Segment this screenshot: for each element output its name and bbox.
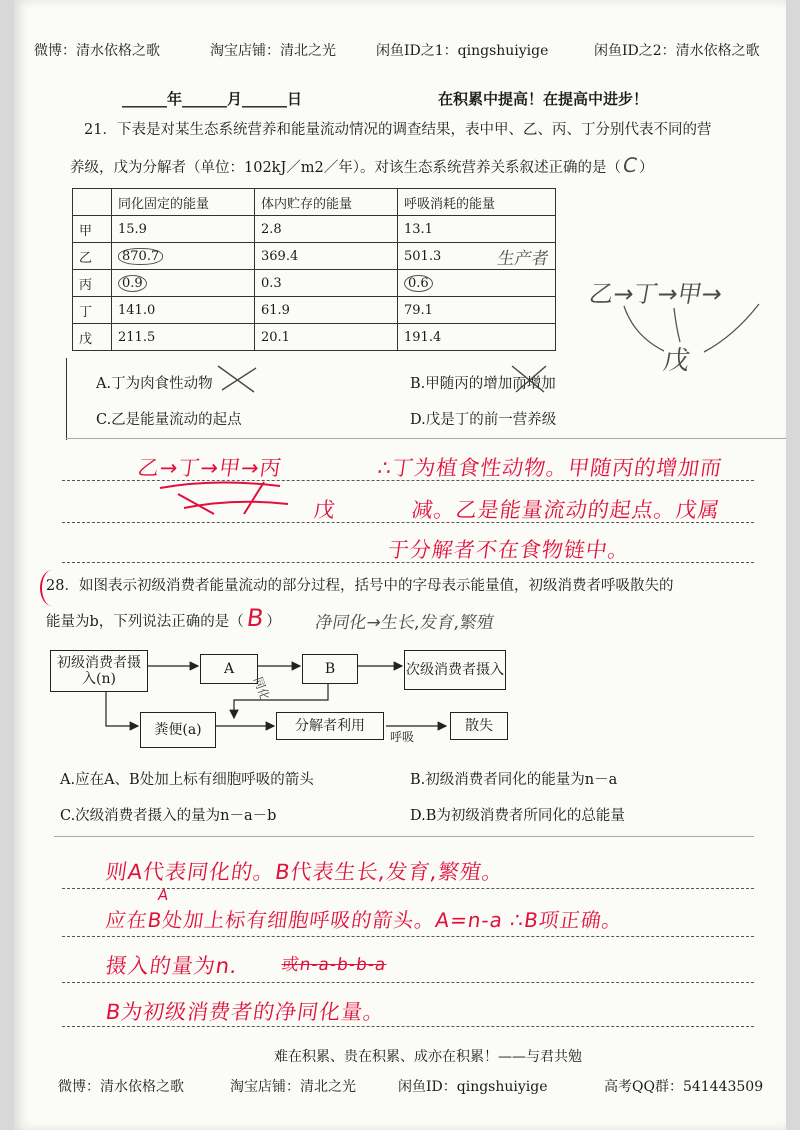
red-scribble bbox=[154, 474, 304, 518]
table-cell: 0.3 bbox=[255, 270, 398, 297]
divider bbox=[66, 438, 786, 439]
table-cell: 丁 bbox=[73, 297, 112, 324]
hand-q28-line3: 摄入的量为n. bbox=[104, 954, 240, 978]
pencil-tonghua: 同化 bbox=[250, 674, 273, 703]
hand-q28-line1: 则A代表同化的。B代表生长,发育,繁殖。 bbox=[104, 860, 506, 884]
table-cell: 20.1 bbox=[255, 324, 398, 351]
table-cell: 501.3 bbox=[398, 243, 556, 270]
q21-option-c: C.乙是能量流动的起点 bbox=[96, 412, 242, 428]
header-xianyu1: 闲鱼ID之1：qingshuiyige bbox=[376, 43, 549, 59]
circled-value: 0.6 bbox=[404, 275, 433, 292]
box-loss: 散失 bbox=[450, 712, 508, 740]
q28-option-c: C.次级消费者摄入的量为n－a－b bbox=[60, 808, 277, 824]
table-cell: 141.0 bbox=[112, 297, 255, 324]
pencil-wu: 戊 bbox=[660, 346, 693, 376]
hand-q28-line3-struck: 或n-a-b-b-a bbox=[280, 955, 388, 975]
table-cell: 79.1 bbox=[398, 297, 556, 324]
table-row bbox=[73, 324, 556, 351]
red-bracket-mark bbox=[40, 570, 64, 606]
q21-stem-text: 养级，戊为分解者（单位：102kJ／m2／年）。对该生态系统营养关系叙述正确的是（ bbox=[70, 160, 621, 176]
table-cell: 13.1 bbox=[398, 216, 556, 243]
footer-xianyu: 闲鱼ID：qingshuiyige bbox=[398, 1079, 548, 1095]
divider bbox=[54, 836, 754, 837]
scanned-page bbox=[14, 0, 786, 1130]
box-a: A bbox=[200, 654, 258, 684]
table-cell: 乙 bbox=[73, 243, 112, 270]
q21-option-a: A.丁为肉食性动物 bbox=[96, 376, 213, 392]
header-taobao: 淘宝店铺：清北之光 bbox=[210, 43, 336, 59]
hand-q28-line4: B为初级消费者的净同化量。 bbox=[104, 1000, 387, 1024]
footer-weibo: 微博：清水依格之歌 bbox=[58, 1079, 184, 1095]
hand-q28-line2-sup: A bbox=[156, 886, 171, 904]
footer-qq: 高考QQ群：541443509 bbox=[604, 1079, 764, 1095]
table-cell: 211.5 bbox=[112, 324, 255, 351]
date-line: ______年______月______日 bbox=[122, 90, 303, 108]
table-cell bbox=[112, 243, 255, 270]
footer-taobao: 淘宝店铺：清北之光 bbox=[230, 1079, 356, 1095]
table-header-cell: 体内贮存的能量 bbox=[255, 189, 398, 216]
pencil-chain: 乙→丁→甲→ bbox=[587, 280, 725, 308]
circled-value: 870.7 bbox=[118, 248, 163, 265]
hand-q21-line2: 减。乙是能量流动的起点。戊属 bbox=[410, 498, 722, 522]
box-feces: 粪便(a) bbox=[140, 712, 216, 748]
motto: 在积累中提高！在提高中进步！ bbox=[438, 90, 649, 108]
q21-option-b: B.甲随丙的增加而增加 bbox=[410, 376, 556, 392]
table-cell bbox=[112, 270, 255, 297]
table-cell bbox=[398, 270, 556, 297]
circled-value: 0.9 bbox=[118, 275, 147, 292]
header-weibo: 微博：清水依格之歌 bbox=[34, 43, 160, 59]
table-cell: 15.9 bbox=[112, 216, 255, 243]
table-cell: 丙 bbox=[73, 270, 112, 297]
q28-answer-mark: B bbox=[244, 604, 266, 632]
pencil-cross-mark bbox=[210, 362, 270, 396]
q28-option-a: A.应在A、B处加上标有细胞呼吸的箭头 bbox=[60, 772, 314, 788]
dashed-rule bbox=[62, 1026, 754, 1027]
table-header-cell: 呼吸消耗的能量 bbox=[398, 189, 556, 216]
dashed-rule bbox=[62, 562, 754, 563]
header-xianyu2: 闲鱼ID之2：清水依格之歌 bbox=[594, 43, 760, 59]
table-header-row bbox=[73, 189, 556, 216]
q28-close-paren: ） bbox=[266, 614, 281, 630]
q28-option-d: D.B为初级消费者所同化的总能量 bbox=[410, 808, 625, 824]
q21-answer-mark: C bbox=[620, 153, 640, 177]
q21-energy-table bbox=[72, 188, 556, 351]
table-row bbox=[73, 297, 556, 324]
options-frame bbox=[66, 358, 67, 440]
box-decomposer: 分解者利用 bbox=[276, 712, 384, 740]
pencil-arrows bbox=[594, 296, 774, 366]
hand-q28-line2: 应在B处加上标有细胞呼吸的箭头。A=n-a ∴B项正确。 bbox=[104, 908, 625, 932]
q21-stem-line1: 21．下表是对某生态系统营养和能量流动情况的调查结果，表中甲、乙、丙、丁分别代表不同的营 bbox=[84, 122, 712, 138]
hand-q21-chain: 乙→丁→甲→丙 bbox=[136, 456, 284, 480]
q28-stem-line2 bbox=[46, 604, 281, 632]
table-cell: 甲 bbox=[73, 216, 112, 243]
hand-q21-line3: 于分解者不在食物链中。 bbox=[386, 538, 632, 562]
box-secondary-consumer: 次级消费者摄入 bbox=[404, 650, 506, 690]
table-row bbox=[73, 216, 556, 243]
table-cell: 61.9 bbox=[255, 297, 398, 324]
dashed-rule bbox=[62, 522, 754, 523]
pencil-cross-mark bbox=[506, 362, 556, 396]
table-cell: 2.8 bbox=[255, 216, 398, 243]
pencil-note-q28: 净同化→生长,发育,繁殖 bbox=[313, 613, 496, 633]
label-respiration: 呼吸 bbox=[390, 730, 415, 744]
table-header-cell bbox=[73, 189, 112, 216]
hand-q21-line1: ∴丁为植食性动物。甲随丙的增加而 bbox=[376, 456, 724, 480]
table-cell: 369.4 bbox=[255, 243, 398, 270]
table-row bbox=[73, 243, 556, 270]
q21-close-paren: ） bbox=[638, 160, 654, 176]
q21-stem-line2 bbox=[70, 155, 653, 178]
box-b: B bbox=[302, 654, 358, 684]
table-header-cell: 同化固定的能量 bbox=[112, 189, 255, 216]
table-row bbox=[73, 270, 556, 297]
box-primary-consumer-intake: 初级消费者摄入(n) bbox=[50, 650, 148, 692]
q28-stem-line1: 28．如图表示初级消费者能量流动的部分过程，括号中的字母表示能量值，初级消费者呼吸散失的 bbox=[46, 578, 674, 594]
dashed-rule bbox=[62, 982, 754, 983]
pencil-note-producer: 生产者 bbox=[495, 249, 551, 269]
hand-q21-wu: 戊 bbox=[312, 498, 338, 522]
table-cell: 191.4 bbox=[398, 324, 556, 351]
dashed-rule bbox=[62, 936, 754, 937]
table-cell: 戊 bbox=[73, 324, 112, 351]
q28-option-b: B.初级消费者同化的能量为n－a bbox=[410, 772, 618, 788]
q21-option-d: D.戊是丁的前一营养级 bbox=[410, 412, 557, 428]
q28-stem-text: 能量为b，下列说法正确的是（ bbox=[46, 614, 244, 630]
footer-motto: 难在积累、贵在积累、成亦在积累！——与君共勉 bbox=[274, 1049, 582, 1065]
